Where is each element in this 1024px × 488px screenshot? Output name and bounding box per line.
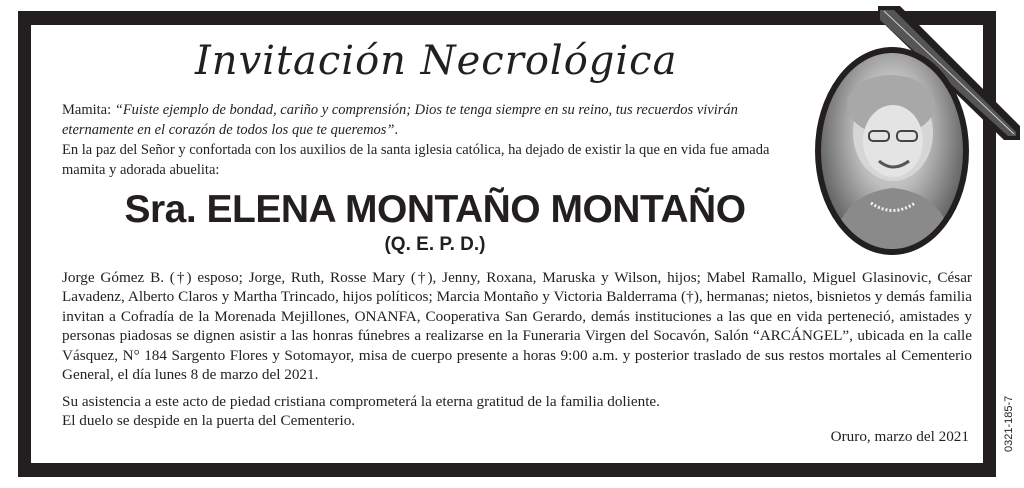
quote-text: “Fuiste ejemplo de bondad, cariño y comprensión; Dios te tenga siempre en su reino, tus recuerdos vivirán eternamente en el corazón de todos los que te queremos”	[62, 102, 738, 138]
closing-line-1: Su asistencia a este acto de piedad cristiana comprometerá la eterna gratitud de la familia doliente.	[62, 393, 660, 410]
quote-prefix: Mamita:	[62, 102, 115, 118]
invitation-paragraph: Jorge Gómez B. (†) esposo; Jorge, Ruth, Rosse Mary (†), Jenny, Roxana, Maruska y Wilson, hijos; Mabel Ramallo, Miguel Glasinovic, César Lavadenz, Alberto Claros y Martha Trincado, hijos políticos; Marcia Montaño y Victoria Balderrama (†), hermanas; nietos, bisnietos y demás familia invitan a Cofradía de la Morenada Mejillones, ONANFA, Cooperativa San Gerardo, demás instituciones a las que en vida perteneció, amistades y personas piadosas se dignen asistir a las honras fúnebres a realizarse en la Funeraria Virgen del Socavón, Salón “ARCÁNGEL”, ubicada en la calle Vásquez, N° 184 Sargento Flores y Sotomayor, misa de cuerpo presente a horas 9:00 a.m. y posterior traslado de sus restos mortales al Cementerio General, el día lunes 8 de marzo del 2021.	[62, 269, 972, 384]
intro-text: En la paz del Señor y confortada con los auxilios de la santa iglesia católica, ha dejado de existir la que en vida fue amada mamita y adorada abuelita:	[62, 142, 770, 178]
qepd-label: (Q. E. P. D.)	[384, 234, 486, 255]
invitation-body	[62, 268, 972, 384]
page-title: Invitación Necrológica	[195, 38, 678, 84]
closing-line-2: El duelo se despide en la puerta del Cementerio.	[62, 412, 356, 430]
dedication-text	[62, 100, 810, 180]
closing-text	[62, 392, 962, 431]
quote-suffix: .	[394, 122, 399, 138]
ad-code: 0321-185-7	[1003, 395, 1015, 452]
place-date: Oruro, marzo del 2021	[830, 428, 969, 445]
deceased-name: Sra. ELENA MONTAÑO MONTAÑO	[124, 188, 746, 231]
